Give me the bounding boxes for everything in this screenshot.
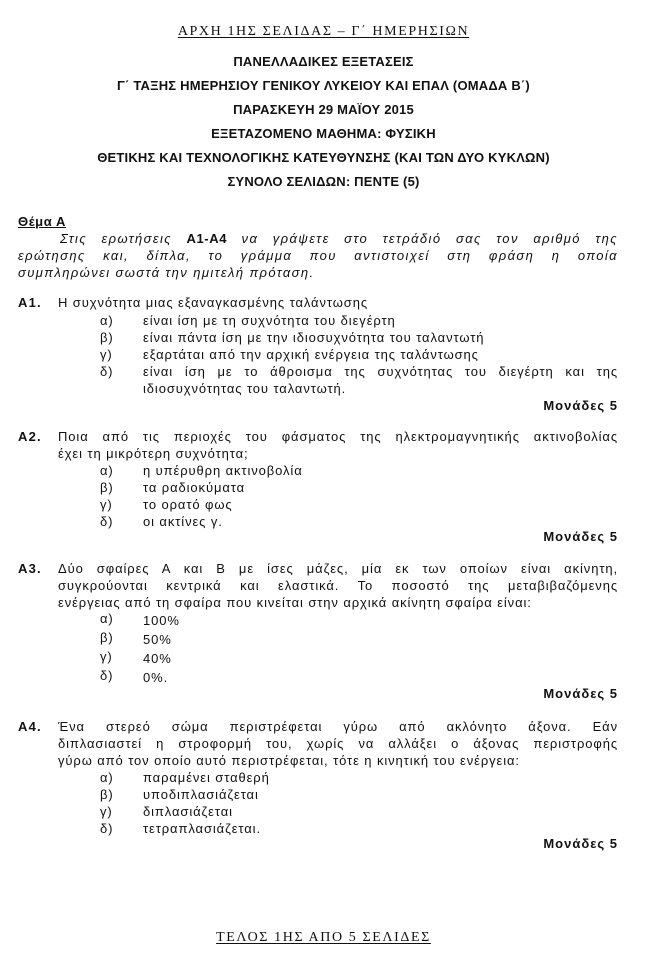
points-label: Μονάδες 5 bbox=[543, 529, 618, 544]
option-letter: δ) bbox=[100, 821, 114, 836]
question-stem-line: ενέργειας από τη σφαίρα που κινείται στην αρχικά ακίνητη σφαίρα είναι: bbox=[58, 595, 532, 610]
question-stem-line: συγκρούονται κεντρικά και ελαστικά. Το ποσοστό της μεταβιβαζόμενης bbox=[58, 578, 618, 593]
option-letter: γ) bbox=[100, 497, 113, 512]
option-text: 0%. bbox=[143, 670, 169, 685]
exam-title-line: Γ΄ ΤΑΞΗΣ ΗΜΕΡΗΣΙΟΥ ΓΕΝΙΚΟΥ ΛΥΚΕΙΟΥ ΚΑΙ ΕΠΑΛ (ΟΜΑΔΑ Β΄) bbox=[117, 78, 530, 93]
instructions-text: Στις ερωτήσεις bbox=[60, 231, 187, 246]
option-text: 100% bbox=[143, 613, 180, 628]
exam-title-line: ΠΑΝΕΛΛΑΔΙΚΕΣ ΕΞΕΤΑΣΕΙΣ bbox=[233, 54, 414, 69]
points-label: Μονάδες 5 bbox=[543, 398, 618, 413]
option-letter: α) bbox=[100, 313, 114, 328]
option-text: η υπέρυθρη ακτινοβολία bbox=[143, 463, 303, 478]
option-letter: α) bbox=[100, 463, 114, 478]
option-letter: δ) bbox=[100, 364, 114, 379]
question-label: Α2. bbox=[18, 429, 42, 444]
question-label: Α3. bbox=[18, 561, 42, 576]
option-letter: γ) bbox=[100, 804, 113, 819]
question-stem-line: έχει τη μικρότερη συχνότητα; bbox=[58, 446, 249, 461]
option-text: παραμένει σταθερή bbox=[143, 770, 270, 785]
option-letter: β) bbox=[100, 787, 114, 802]
option-text: είναι ίση με τη συχνότητα του διεγέρτη bbox=[143, 313, 396, 328]
instructions-line: ερώτησης και, δίπλα, το γράμμα που αντιστοιχεί στη φράση η οποία bbox=[18, 248, 618, 263]
question-stem-line: διπλασιαστεί η στροφορμή του, χωρίς να αλλάξει ο άξονας περιστροφής bbox=[58, 736, 618, 751]
option-text: 40% bbox=[143, 651, 172, 666]
option-text: τετραπλασιάζεται. bbox=[143, 821, 261, 836]
option-letter: β) bbox=[100, 480, 114, 495]
points-label: Μονάδες 5 bbox=[543, 836, 618, 851]
option-letter: β) bbox=[100, 330, 114, 345]
points-label: Μονάδες 5 bbox=[543, 686, 618, 701]
option-letter: α) bbox=[100, 611, 114, 626]
instructions-line: συμπληρώνει σωστά την ημιτελή πρόταση. bbox=[18, 265, 315, 280]
option-text: υποδιπλασιάζεται bbox=[143, 787, 259, 802]
question-stem-line: Ποια από τις περιοχές του φάσματος της ηλεκτρομαγνητικής ακτινοβολίας bbox=[58, 429, 618, 444]
option-letter: δ) bbox=[100, 668, 114, 683]
question-label: Α4. bbox=[18, 719, 42, 734]
question-stem-line: Η συχνότητα μιας εξαναγκασμένης ταλάντωσης bbox=[58, 295, 368, 310]
option-letter: γ) bbox=[100, 347, 113, 362]
question-stem-line: Ένα στερεό σώμα περιστρέφεται γύρω από ακλόνητο άξονα. Εάν bbox=[58, 719, 618, 734]
option-text: τα ραδιοκύματα bbox=[143, 480, 246, 495]
option-text: ιδιοσυχνότητας του ταλαντωτή. bbox=[143, 381, 347, 396]
exam-subject-line: ΕΞΕΤΑΖΟΜΕΝΟ ΜΑΘΗΜΑ: ΦΥΣΙΚΗ bbox=[211, 126, 436, 141]
option-text: το ορατό φως bbox=[143, 497, 233, 512]
exam-track-line: ΘΕΤΙΚΗΣ ΚΑΙ ΤΕΧΝΟΛΟΓΙΚΗΣ ΚΑΤΕΥΘΥΝΣΗΣ (ΚΑΙ ΤΩΝ ΔΥΟ ΚΥΚΛΩΝ) bbox=[97, 150, 550, 165]
option-text: εξαρτάται από την αρχική ενέργεια της ταλάντωσης bbox=[143, 347, 479, 362]
page-header: ΑΡΧΗ 1ΗΣ ΣΕΛΙΔΑΣ – Γ΄ ΗΜΕΡΗΣΙΩΝ bbox=[177, 24, 470, 39]
option-text: οι ακτίνες γ. bbox=[143, 514, 223, 529]
option-letter: δ) bbox=[100, 514, 114, 529]
option-text: 50% bbox=[143, 632, 172, 647]
option-text: διπλασιάζεται bbox=[143, 804, 233, 819]
exam-page-count-line: ΣΥΝΟΛΟ ΣΕΛΙΔΩΝ: ΠΕΝΤΕ (5) bbox=[227, 174, 420, 189]
instructions-question-range: Α1-Α4 bbox=[186, 231, 228, 246]
option-letter: β) bbox=[100, 630, 114, 645]
option-text: είναι πάντα ίση με την ιδιοσυχνότητα του ταλαντωτή bbox=[143, 330, 485, 345]
exam-date-line: ΠΑΡΑΣΚΕΥΗ 29 ΜΑΪΟΥ 2015 bbox=[233, 102, 414, 117]
question-label: Α1. bbox=[18, 295, 42, 310]
option-text: είναι ίση με το άθροισμα της συχνότητας του διεγέρτη και της bbox=[143, 364, 618, 379]
question-stem-line: γύρω από τον οποίο αυτό περιστρέφεται, τότε η κινητική του ενέργεια: bbox=[58, 753, 520, 768]
option-letter: γ) bbox=[100, 649, 113, 664]
instructions-text: να γράψετε στο τετράδιό σας τον αριθμό της bbox=[227, 231, 618, 246]
page-footer: ΤΕΛΟΣ 1ΗΣ ΑΠΟ 5 ΣΕΛΙΔΕΣ bbox=[216, 930, 431, 945]
instructions-line bbox=[60, 231, 618, 247]
question-stem-line: Δύο σφαίρες Α και Β με ίσες μάζες, μία εκ των οποίων είναι ακίνητη, bbox=[58, 561, 618, 576]
option-letter: α) bbox=[100, 770, 114, 785]
section-title: Θέμα Α bbox=[18, 214, 67, 229]
